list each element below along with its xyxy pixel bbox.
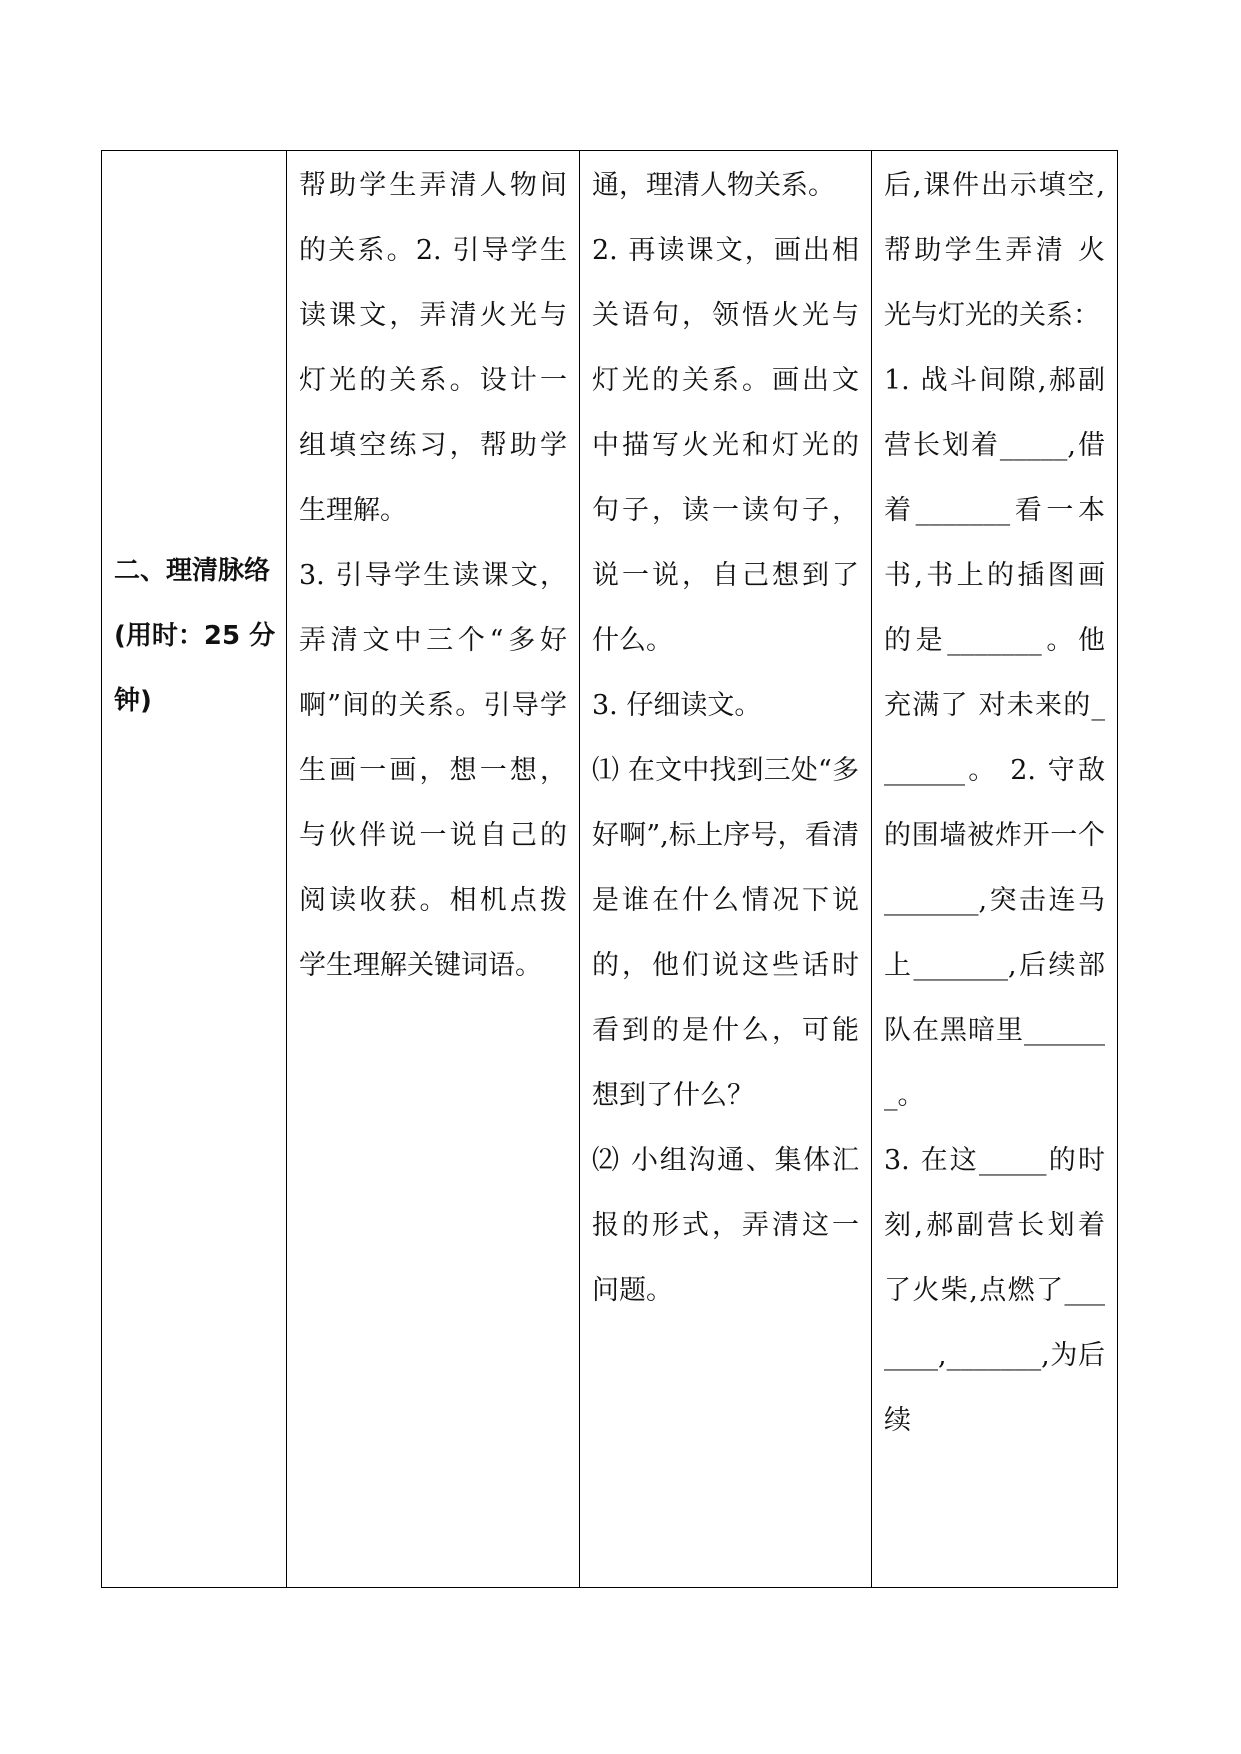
student-paragraph: ⑴ 在文中找到三处“多好啊”,标上序号，看清是谁在什么情况下说的，他们说这些话时看到的是什么，可能想到了什么？ — [592, 755, 859, 1111]
stage-cell — [102, 151, 287, 1588]
table-row — [102, 151, 1118, 1588]
teacher-paragraph: 帮助学生弄清人物间的关系。2. 引导学生读课文，弄清火光与灯光的关系。设计一组填空练习，帮助学生理解。 — [299, 170, 567, 526]
design-paragraph: 后,课件出示填空,帮助学生弄清 火光与灯光的关系： — [884, 170, 1105, 331]
design-paragraph: 3. 在这_____的时刻,郝副营长划着了火柴,点燃了_______,_______,为后续 — [884, 1145, 1105, 1436]
lesson-plan-table — [101, 150, 1118, 1588]
student-paragraph: 3. 仔细读文。 — [592, 690, 762, 721]
stage-heading — [102, 539, 286, 734]
teacher-activity-cell — [287, 151, 580, 1588]
student-activity-cell — [580, 151, 872, 1588]
student-paragraph: 2. 再读课文，画出相关语句，领悟火光与灯光的关系。画出文中描写火光和灯光的句子，读一读句子，说一说，自己想到了什么。 — [592, 235, 859, 656]
design-paragraph: 1. 战斗间隙,郝副营长划着_____,借着_______看一本书,书上的插图画的是_______。他充满了 对未来的_______。 2. 守敌的围墙被炸开一个_______,突击连马上_______,后续部队在黑暗里_______。 — [884, 365, 1105, 1111]
stage-time: (用时：25 分 — [114, 621, 276, 651]
stage-time-cont: 钟) — [114, 686, 152, 716]
teacher-paragraph: 3. 引导学生读课文，弄清文中三个“多好啊”间的关系。引导学生画一画，想一想，与伙伴说一说自己的阅读收获。相机点拨学生理解关键词语。 — [299, 560, 567, 981]
stage-title: 二、理清脉络 — [114, 556, 271, 586]
student-paragraph: ⑵ 小组沟通、集体汇报的形式，弄清这一问题。 — [592, 1145, 859, 1306]
student-paragraph: 通，理清人物关系。 — [592, 170, 835, 201]
design-notes-cell — [872, 151, 1118, 1588]
